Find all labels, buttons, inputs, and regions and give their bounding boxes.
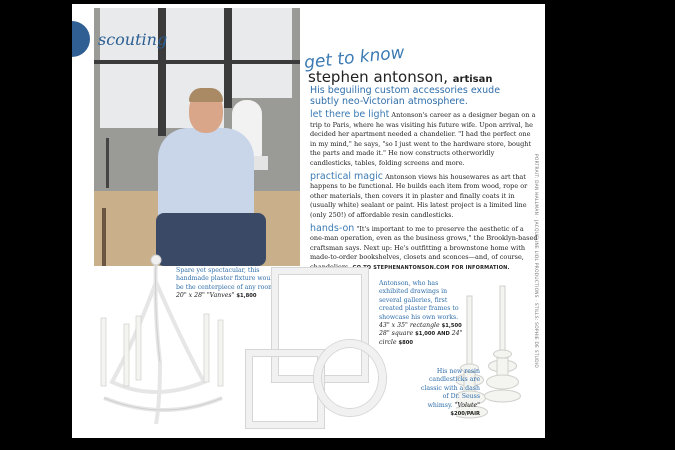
frames-caption — [379, 280, 467, 347]
desk-lamp — [106, 138, 131, 188]
caption-meta: 24" circle — [379, 330, 463, 346]
section-title: scouting — [98, 30, 168, 49]
square-frame — [246, 350, 324, 428]
paragraph-text: Antonson's career as a designer began on a trip to Paris, where he was visiting his future wife. Upon arrival, he decided her apartment needed a chandelier. "I had the perfect one in my mind," he says, "so I just went to the hardware store, bought the parts and made it." He now constructs otherworldly candlesticks, tables, folding screens and more. — [310, 111, 536, 167]
role-text: artisan — [452, 74, 493, 85]
article-dek: His beguiling custom accessories exude subtly neo-Victorian atmosphere. — [310, 85, 501, 107]
section-tab-marker — [72, 21, 90, 57]
paragraph-text: "It's important to me to preserve the aesthetic of a one-man operation, even as the business grows," the Brooklyn-based craftsman says. Next up: He's outfitting a brownstone home with made-to-order bookshelves, closets and sconces—and, of course, chandeliers. — [310, 224, 538, 271]
caption-price: $1,800 — [236, 293, 257, 300]
window-mullion — [94, 60, 300, 64]
caption-text: Spare yet spectacular, this handmade plaster fixture would be the centerpiece of any room. — [176, 267, 277, 291]
artisan-name — [308, 68, 493, 86]
artisan-hair — [189, 88, 223, 102]
window-pane — [232, 8, 292, 98]
caption-meta: 43" x 35" rectangle — [379, 322, 440, 330]
caption-price: $800 — [398, 339, 413, 346]
caption-meta: "Volute" — [454, 401, 480, 409]
window-mullion — [158, 8, 166, 136]
paragraph-lead: hands-on — [310, 222, 355, 234]
paragraph — [310, 172, 538, 221]
caption-meta: 20" x 28" "Vanves" — [176, 292, 235, 300]
name-text: stephen antonson, — [308, 68, 448, 86]
paragraph-text: Antonson views his housewares as art that happens to be functional. He builds each item from wood, rope or other materials, then covers it in plaster and finally coats it in (usually white) sealant or paint. His latest project is a limited line (only 250!) of affordable resin candlesticks. — [310, 172, 528, 219]
caption-price: $1,000 — [415, 331, 436, 338]
caption-text: His new resin candlesticks are classic with a dash of Dr. Seuss whimsy. — [420, 368, 480, 409]
kicker-headline: get to know — [303, 42, 406, 74]
window-pane — [100, 8, 158, 128]
magazine-page — [72, 4, 545, 438]
candlesticks-caption — [418, 368, 480, 418]
paragraph — [310, 110, 538, 169]
plaster-frames-group — [242, 266, 402, 426]
window-mullion — [224, 8, 232, 108]
circle-frame — [314, 340, 386, 416]
paragraph-lead: let there be light — [310, 109, 390, 120]
caption-meta: 28" square — [379, 330, 414, 338]
caption-price: $1,500 — [441, 323, 462, 330]
caption-text: Antonson, who has exhibited drawings in several galleries, first created plaster frames to showcase his own works. — [379, 280, 459, 321]
paragraph-lead: practical magic — [310, 170, 384, 182]
article-body — [310, 110, 538, 277]
caption-conjunction: AND — [437, 331, 450, 338]
website-link[interactable]: GO TO STEPHENANTONSON.COM FOR INFORMATION. — [352, 264, 510, 271]
caption-price: $200/PAIR — [450, 411, 480, 418]
photo-credit: PORTRAIT: DAN HALLMAN · JACQUELINE LIDL PRODUCTIONS · STILLS: SOPHIE DE STUDIO — [533, 154, 538, 369]
